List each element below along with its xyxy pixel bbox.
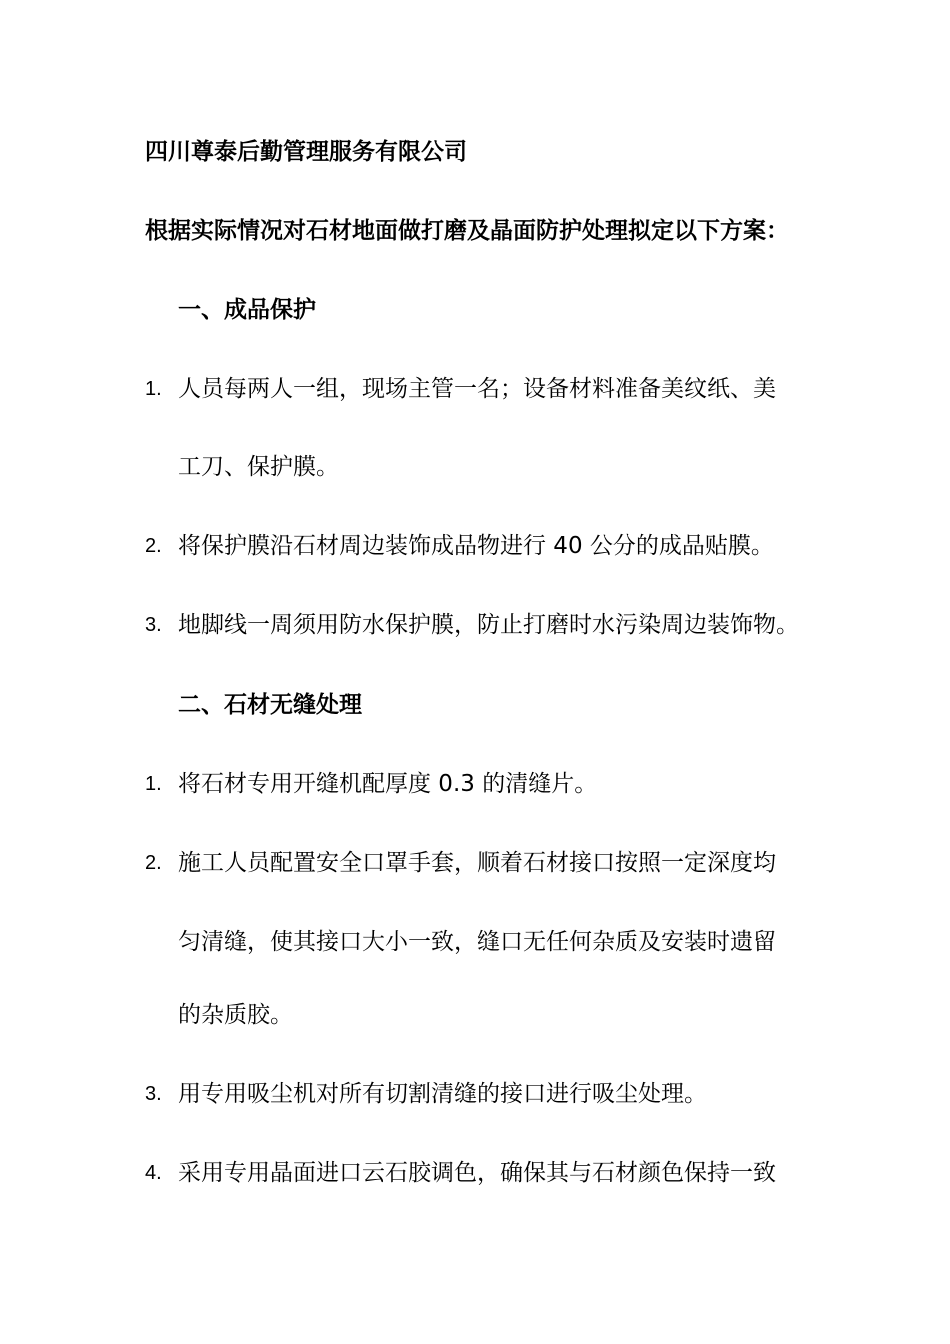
- company-name: 四川尊泰后勤管理服务有限公司: [145, 139, 467, 165]
- section-heading-seamless: 二、石材无缝处理: [178, 692, 362, 718]
- list-item-number: 2.: [145, 852, 162, 874]
- list-item-number: 3.: [145, 1083, 162, 1105]
- list-item-text: 的杂质胶。: [178, 1002, 293, 1028]
- list-item-text: 用专用吸尘机对所有切割清缝的接口进行吸尘处理。: [178, 1081, 707, 1107]
- list-item-number: 3.: [145, 614, 162, 636]
- list-item-number: 4.: [145, 1162, 162, 1184]
- list-item-number: 1.: [145, 773, 162, 795]
- intro-heading: 根据实际情况对石材地面做打磨及晶面防护处理拟定以下方案：: [145, 218, 789, 244]
- list-item-text: 人员每两人一组，现场主管一名；设备材料准备美纹纸、美: [178, 376, 776, 402]
- list-item-text: 工刀、保护膜。: [178, 454, 339, 480]
- list-item-number: 1.: [145, 378, 162, 400]
- list-item-text: 将保护膜沿石材周边装饰成品物进行 40 公分的成品贴膜。: [178, 533, 774, 559]
- section-heading-protection: 一、成品保护: [178, 297, 316, 323]
- list-item-text: 匀清缝，使其接口大小一致，缝口无任何杂质及安装时遗留: [178, 929, 776, 955]
- list-item-text: 采用专用晶面进口云石胶调色，确保其与石材颜色保持一致: [178, 1160, 776, 1186]
- list-item-text: 地脚线一周须用防水保护膜，防止打磨时水污染周边装饰物。: [178, 612, 799, 638]
- list-item-text: 将石材专用开缝机配厚度 0.3 的清缝片。: [178, 771, 598, 797]
- list-item-number: 2.: [145, 535, 162, 557]
- list-item-text: 施工人员配置安全口罩手套，顺着石材接口按照一定深度均: [178, 850, 776, 876]
